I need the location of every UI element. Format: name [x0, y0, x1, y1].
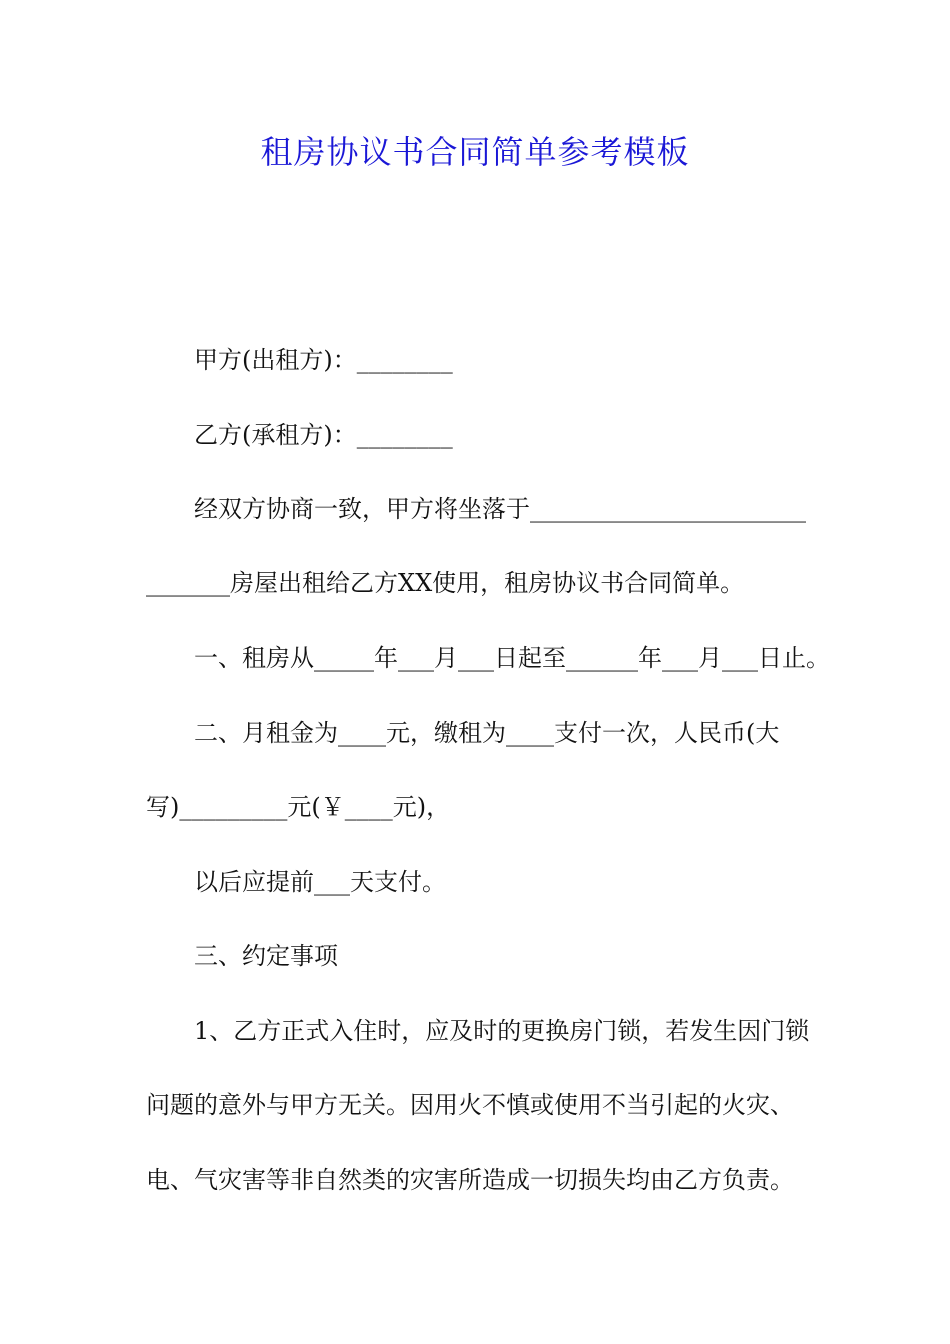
clause-3-item-1-line-1: 1、乙方正式入住时，应及时的更换房门锁，若发生因门锁 [194, 1017, 810, 1045]
clause-3-item-1-line-2: 问题的意外与甲方无关。因用火不慎或使用不当引起的火灾、 [146, 1091, 794, 1119]
clause-2-payment-notice: 以后应提前___天支付。 [194, 868, 446, 896]
agreement-intro-line: 经双方协商一致，甲方将坐落于_______________________ [194, 495, 806, 523]
clause-3-heading: 三、约定事项 [194, 942, 338, 970]
clause-2-rent-amount: 二、月租金为____元，缴租为____支付一次，人民币(大 [194, 719, 780, 747]
party-a-line: 甲方(出租方)：________ [194, 346, 453, 374]
agreement-intro-continued-line: _______房屋出租给乙方XX使用，租房协议书合同简单。 [146, 569, 745, 597]
clause-3-item-1-line-3: 电、气灾害等非自然类的灾害所造成一切损失均由乙方负责。 [146, 1166, 794, 1194]
document-title: 租房协议书合同简单参考模板 [260, 133, 690, 171]
clause-1-rental-period: 一、租房从_____年___月___日起至______年___月___日止。 [194, 644, 830, 672]
party-b-line: 乙方(承租方)：________ [194, 421, 453, 449]
clause-2-rent-amount-continued: 写)_________元(￥____元)， [146, 793, 451, 821]
